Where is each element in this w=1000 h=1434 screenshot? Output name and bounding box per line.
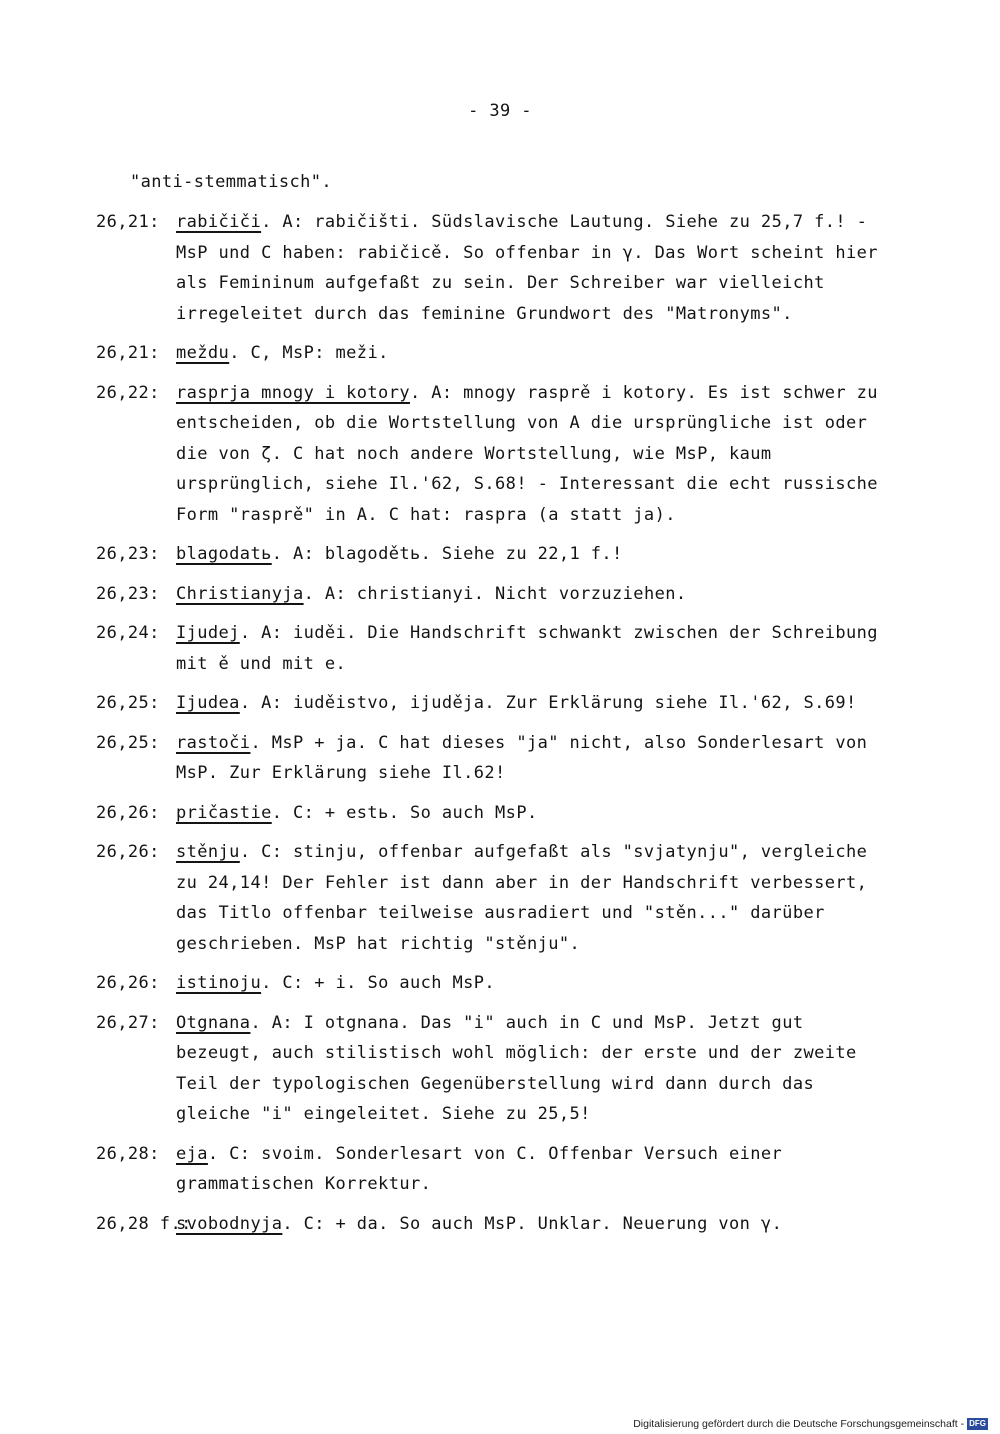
entry-text: . C: + estь. So auch MsP.: [271, 802, 538, 823]
entry-lemma: rasprja mnogy i kotory: [176, 382, 410, 403]
entry-lemma: rastoči: [176, 732, 251, 753]
entry-reference: 26,26:: [96, 973, 160, 993]
entry-text: . A: blagodětь. Siehe zu 22,1 f.!: [271, 544, 623, 564]
commentary-entry: [96, 338, 896, 369]
commentary-entry: [96, 728, 896, 789]
commentary-entry: [96, 798, 896, 829]
entry-lemma: stěnju: [176, 842, 240, 862]
commentary-entry: [96, 837, 896, 959]
entry-reference: 26,26:: [96, 802, 160, 823]
entry-lemma: istinoju: [176, 973, 262, 993]
entry-lemma: pričastie: [176, 802, 272, 823]
commentary-entry: [96, 1139, 896, 1200]
footer-text: Digitalisierung gefördert durch die Deutsche Forschungsgemeinschaft -: [633, 1418, 965, 1430]
commentary-entry: [96, 539, 896, 570]
commentary-entry: [96, 618, 896, 679]
entry-lemma: Otgnana: [176, 1012, 251, 1033]
entry-text: . C: stinju, offenbar aufgefaßt als "svjatynju", vergleiche zu 24,14! Der Fehler ist dann aber in der Handschrift verbessert, das Titlo offenbar teilweise ausradiert und "stěn..." darüber geschrieben. MsP hat richtig "stěnju".: [176, 842, 868, 954]
entry-lemma: eja: [176, 1143, 208, 1164]
entry-lemma: svobodnyja: [176, 1213, 283, 1234]
commentary-entry: [96, 1008, 896, 1130]
entry-text: . A: I otgnana. Das "i" auch in C und MsP. Jetzt gut bezeugt, auch stilistisch wohl möglich: der erste und der zweite Teil der typologischen Gegenüberstellung wird dann durch das gleiche "i" eingeleitet. Siehe zu 25,5!: [176, 1012, 857, 1124]
commentary-entries: [96, 207, 896, 1248]
entry-text: . C: + da. So auch MsP. Unklar. Neuerung von γ.: [282, 1213, 783, 1234]
entry-reference: 26,28 f.:: [96, 1213, 192, 1234]
entry-reference: 26,21:: [96, 212, 160, 232]
entry-lemma: Ijudej: [176, 623, 240, 643]
entry-reference: 26,26:: [96, 842, 160, 862]
entry-reference: 26,22:: [96, 382, 160, 403]
lead-text: "anti-stemmatisch".: [130, 172, 333, 192]
entry-reference: 26,28:: [96, 1143, 160, 1164]
entry-reference: 26,21:: [96, 343, 160, 363]
digitization-footer: [633, 1418, 988, 1430]
entry-reference: 26,27:: [96, 1012, 160, 1033]
commentary-entry: [96, 207, 896, 329]
entry-reference: 26,25:: [96, 693, 160, 713]
entry-text: . C: svoim. Sonderlesart von C. Offenbar Versuch einer grammatischen Korrektur.: [176, 1143, 783, 1194]
commentary-entry: [96, 688, 896, 719]
entry-text: . A: rabičišti. Südslavische Lautung. Siehe zu 25,7 f.! - MsP und C haben: rabičicě. So offenbar in γ. Das Wort scheint hier als Femininum aufgefaßt zu sein. Der Schreiber war vielleicht irregeleitet durch das feminine Grundwort des "Matronyms".: [176, 212, 878, 324]
page-number: - 39 -: [468, 101, 532, 121]
commentary-entry: [96, 579, 896, 610]
dfg-logo: DFG: [969, 1419, 986, 1428]
entry-text: . C: + i. So auch MsP.: [261, 973, 496, 993]
entry-text: . C, MsP: meži.: [229, 343, 389, 363]
entry-lemma: meždu: [176, 343, 230, 363]
entry-lemma: Ijudea: [176, 693, 240, 713]
entry-text: . A: iuděistvo, ijuděja. Zur Erklärung siehe Il.'62, S.69!: [239, 693, 857, 713]
commentary-entry: [96, 1209, 896, 1240]
entry-text: . A: iuděi. Die Handschrift schwankt zwischen der Schreibung mit ě und mit e.: [176, 623, 878, 674]
entry-reference: 26,23:: [96, 544, 160, 564]
entry-reference: 26,23:: [96, 583, 160, 604]
entry-lemma: rabičiči: [176, 212, 262, 232]
entry-text: . MsP + ja. C hat dieses "ja" nicht, also Sonderlesart von MsP. Zur Erklärung siehe Il.62!: [176, 732, 868, 783]
commentary-entry: [96, 968, 896, 999]
entry-text: . A: christianyi. Nicht vorzuziehen.: [303, 583, 687, 604]
entry-reference: 26,24:: [96, 623, 160, 643]
commentary-entry: [96, 378, 896, 531]
entry-reference: 26,25:: [96, 732, 160, 753]
entry-text: . A: mnogy rasprě i kotory. Es ist schwer zu entscheiden, ob die Wortstellung von A die ursprüngliche ist oder die von ζ. C hat noch andere Wortstellung, wie MsP, kaum ursprünglich, siehe Il.'62, S.68! - Interessant die echt russische Form "rasprě" in A. C hat: raspra (a statt ja).: [176, 382, 878, 525]
entry-lemma: blagodatь: [176, 544, 272, 564]
entry-lemma: Christianyja: [176, 583, 304, 604]
